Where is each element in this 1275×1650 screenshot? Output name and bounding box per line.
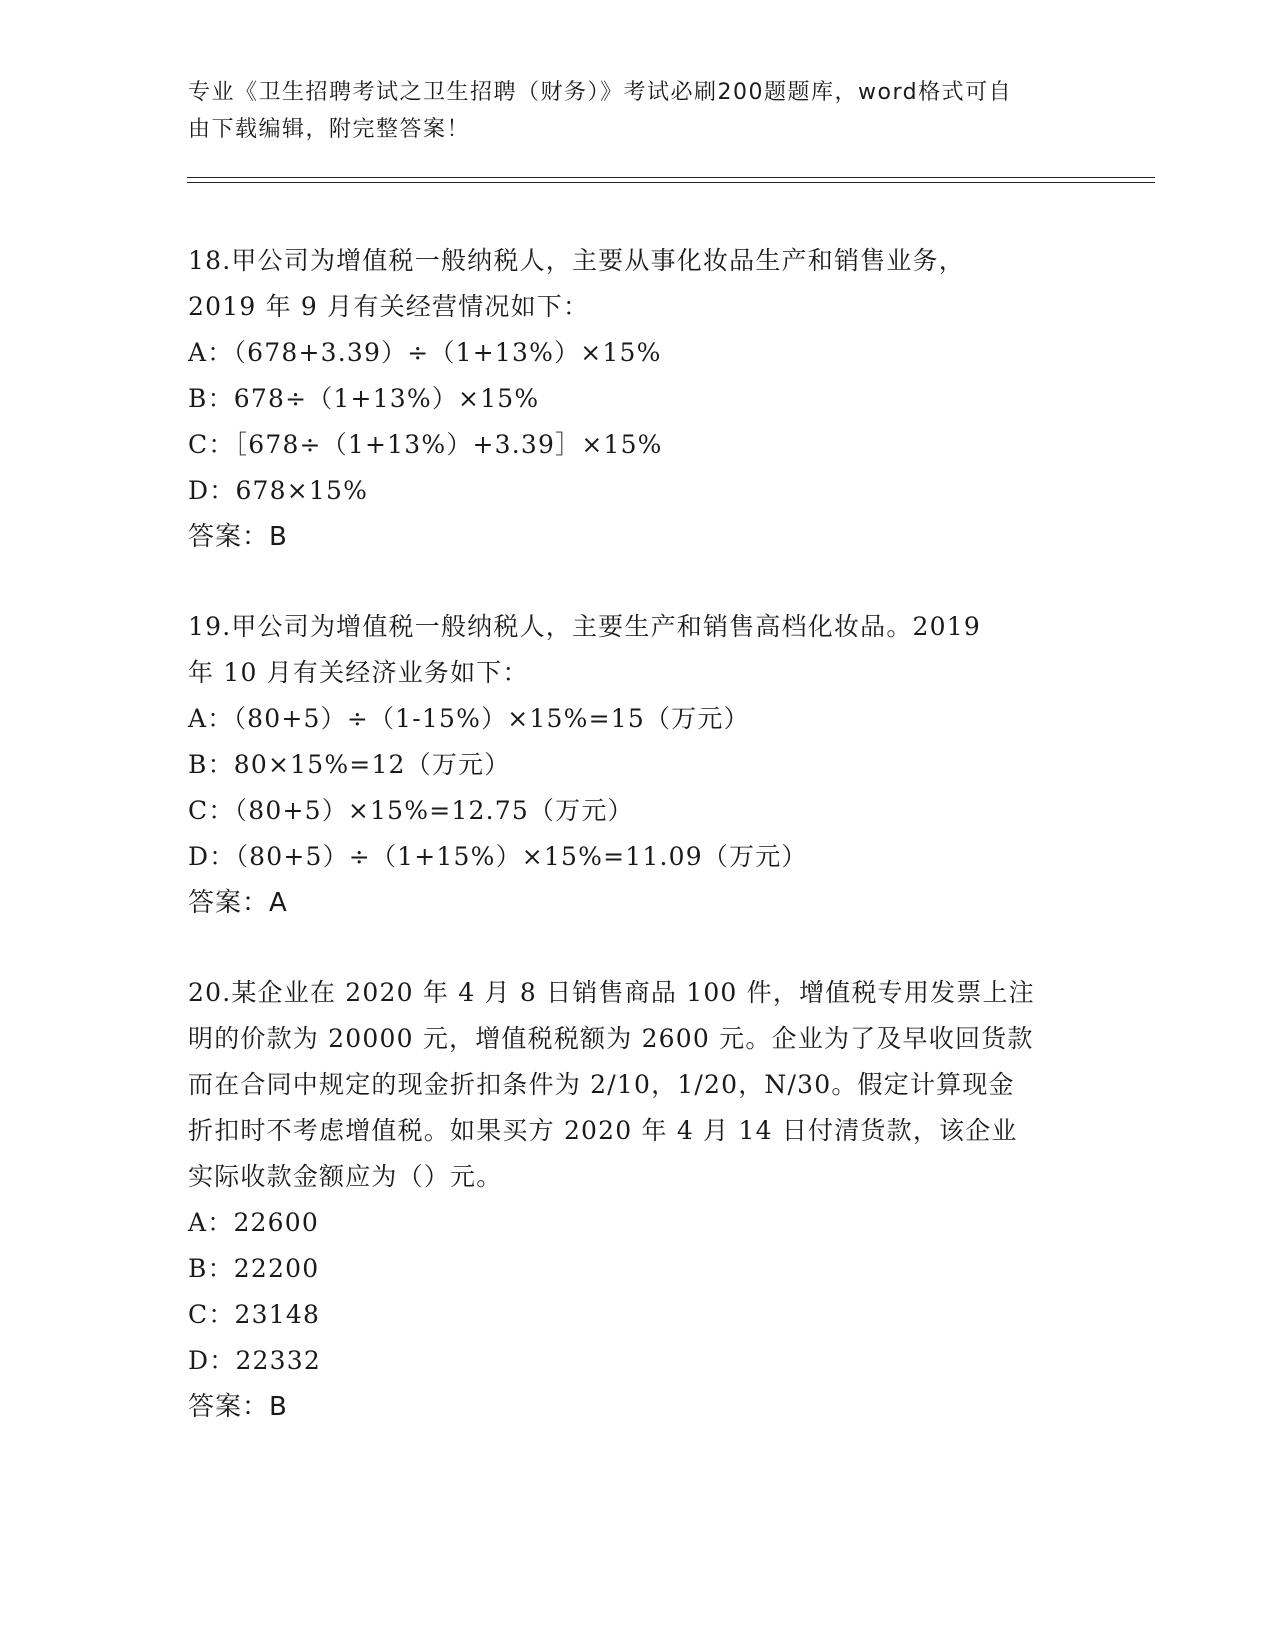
- question-stem-line: 20.某企业在 2020 年 4 月 8 日销售商品 100 件，增值税专用发票上注: [188, 978, 1035, 1007]
- option-b: B：678÷（1+13%）×15%: [188, 384, 540, 413]
- question-20: [188, 970, 1088, 1430]
- question-stem-line: 折扣时不考虑增值税。如果买方 2020 年 4 月 14 日付清货款，该企业: [188, 1116, 1018, 1145]
- question-stem-line: 19.甲公司为增值税一般纳税人，主要生产和销售高档化妆品。2019: [188, 612, 981, 641]
- intro-line-2: 由下载编辑，附完整答案！: [188, 117, 471, 142]
- document-intro: [188, 74, 1088, 148]
- option-a: A：22600: [188, 1208, 319, 1237]
- option-c: C：（80+5）×15%=12.75（万元）: [188, 796, 634, 825]
- option-d: D：678×15%: [188, 476, 369, 505]
- option-c: C：［678÷（1+13%）+3.39］×15%: [188, 430, 663, 459]
- intro-line-1: 专业《卫生招聘考试之卫生招聘（财务）》考试必刷200题题库，word格式可自: [188, 80, 1013, 105]
- option-b: B：80×15%=12（万元）: [188, 750, 511, 779]
- question-stem-line: 年 10 月有关经济业务如下：: [188, 658, 529, 687]
- question-stem-line: 明的价款为 20000 元，增值税税额为 2600 元。企业为了及早收回货款: [188, 1024, 1034, 1053]
- question-stem-line: 18.甲公司为增值税一般纳税人，主要从事化妆品生产和销售业务，: [188, 246, 965, 275]
- question-18: [188, 238, 1088, 560]
- answer-label: 答案：B: [188, 522, 288, 552]
- question-19: [188, 604, 1088, 926]
- question-stem-line: 而在合同中规定的现金折扣条件为 2/10，1/20，N/30。假定计算现金: [188, 1070, 1015, 1099]
- option-a: A：（80+5）÷（1-15%）×15%=15（万元）: [188, 704, 750, 733]
- option-b: B：22200: [188, 1254, 320, 1283]
- header-divider-bottom: [187, 182, 1155, 183]
- header-divider-top: [187, 177, 1155, 178]
- answer-label: 答案：A: [188, 888, 288, 918]
- option-a: A：（678+3.39）÷（1+13%）×15%: [188, 338, 662, 367]
- question-stem-line: 实际收款金额应为（）元。: [188, 1162, 503, 1191]
- option-d: D：22332: [188, 1346, 321, 1375]
- option-c: C：23148: [188, 1300, 321, 1329]
- option-d: D：（80+5）÷（1+15%）×15%=11.09（万元）: [188, 842, 808, 871]
- answer-label: 答案：B: [188, 1392, 288, 1422]
- question-stem-line: 2019 年 9 月有关经营情况如下：: [188, 292, 590, 321]
